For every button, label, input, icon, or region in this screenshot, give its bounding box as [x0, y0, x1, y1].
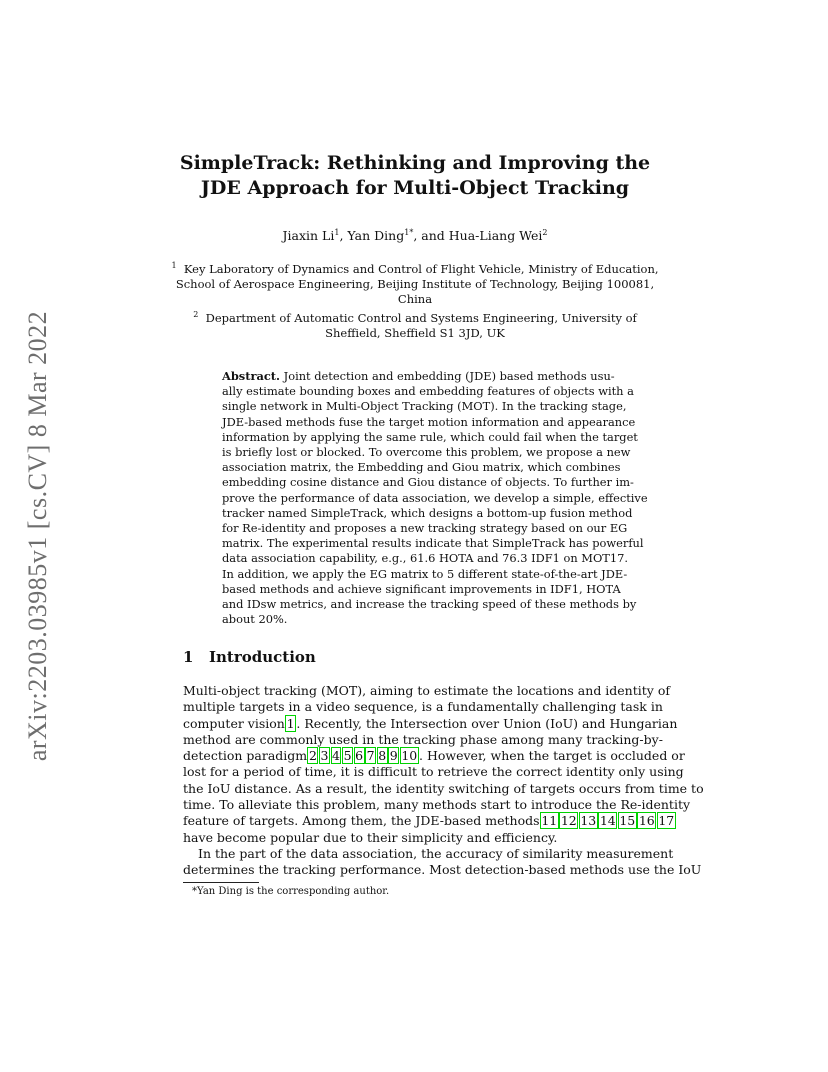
affiliation-1-line-1: $^1$ Key Laboratory of Dynamics and Control of Flight Vehicle, Ministry of Education, [171, 261, 659, 276]
abstract-line: In addition, we apply the EG matrix to 5 different state-of-the-art JDE- [222, 566, 628, 581]
body-line: determines the tracking performance. Most detection-based methods use the IoU [183, 862, 702, 878]
citation-link[interactable]: 4 [332, 748, 340, 764]
affiliation-1-mark: 1 [171, 261, 177, 270]
body-line: lost for a period of time, it is difficult to retrieve the correct identity only using [183, 764, 684, 780]
abstract-line: single network in Multi-Object Tracking (MOT). In the tracking stage, [222, 399, 627, 414]
abstract-line: is briefly lost or blocked. To overcome this problem, we propose a new [222, 445, 631, 460]
abstract-line: embedding cosine distance and Giou distance of objects. To further im- [222, 475, 634, 490]
footnote-rule [183, 882, 259, 883]
abstract-line: based methods and achieve significant improvements in IDF1, HOTA [222, 581, 621, 596]
body-line: method are commonly used in the tracking phase among many tracking-by- [183, 731, 663, 747]
body-line: time. To alleviate this problem, many methods start to introduce the Re-identity [183, 797, 691, 813]
citation-link[interactable]: 17 [658, 813, 675, 829]
abstract-line: for Re-identity and proposes a new tracking strategy based on our EG [222, 521, 628, 536]
body-line: computer vision 1 . Recently, the Intersection over Union (IoU) and Hungarian [183, 715, 678, 731]
citation-link[interactable]: 13 [580, 813, 597, 829]
citation-link[interactable]: 11 [541, 813, 558, 829]
title-line-1: SimpleTrack: Rethinking and Improving the [179, 152, 651, 174]
author-3-affil-mark: 2 [542, 227, 548, 237]
citation-link[interactable]: 1 [286, 715, 295, 731]
citation-link[interactable]: 14 [599, 813, 616, 829]
abstract-line: tracker named SimpleTrack, which designs a bottom-up fusion method [222, 505, 633, 520]
affiliation-2-line-1: $^2$ Department of Automatic Control and Systems Engineering, University of [193, 309, 637, 325]
affiliation-1-line-2: School of Aerospace Engineering, Beijing Institute of Technology, Beijing 100081, [175, 276, 655, 291]
author-separator: , [339, 228, 348, 243]
arxiv-identifier-stamp [18, 0, 58, 1072]
citation-link[interactable]: 10 [401, 748, 418, 764]
citation-group [540, 813, 677, 828]
abstract-line: prove the performance of data association, we develop a simple, effective [222, 490, 648, 505]
citation-link[interactable]: 3 [320, 748, 329, 764]
paper-title [150, 151, 680, 201]
body-line: In the part of the data association, the accuracy of similarity measurement [198, 845, 674, 861]
abstract-line: and IDsw metrics, and increase the tracking speed of these methods by [222, 597, 637, 612]
section-heading-introduction [183, 648, 316, 666]
abstract-label: Abstract. [222, 369, 281, 383]
abstract-line: about 20%. [222, 612, 288, 627]
affiliation-2-line-2: Sheffield, Sheffield S1 3JD, UK [325, 325, 505, 340]
citation-link[interactable]: 5 [343, 748, 352, 764]
body-line: multiple targets in a video sequence, is a fundamentally challenging task in [183, 699, 663, 715]
author-and: , and [413, 228, 449, 243]
abstract-line: association matrix, the Embedding and Giou matrix, which combines [222, 460, 621, 475]
citation-link[interactable]: 12 [560, 813, 577, 829]
abstract [222, 369, 648, 627]
author-3: Hua-Liang Wei [448, 228, 543, 243]
body-line: feature of targets. Among them, the JDE-based methods 11 12 13 14 15 16 17 [183, 813, 675, 829]
abstract-line: ally estimate bounding boxes and embedding features of objects with a [222, 384, 634, 399]
introduction-body [183, 683, 704, 879]
author-2-affil-mark: 1* [404, 227, 414, 237]
abstract-line: JDE-based methods fuse the target motion information and appearance [222, 414, 636, 429]
section-number: 1 [183, 648, 194, 666]
author-list [150, 228, 680, 243]
body-line: detection paradigm 2 3 4 5 6 7 8 9 10 . However, when the target is occluded or [183, 748, 685, 764]
arxiv-id-text: arXiv:2203.03985v1 [cs.CV] 8 Mar 2022 [23, 310, 52, 762]
footnote: *Yan Ding is the corresponding author. [192, 886, 390, 897]
abstract-line: information by applying the same rule, which could fail when the target [222, 429, 638, 444]
abstract-line: data association capability, e.g., 61.6 HOTA and 76.3 IDF1 on MOT17. [222, 551, 629, 566]
affiliation-2-mark: 2 [193, 309, 199, 319]
abstract-line: Abstract. Joint detection and embedding (JDE) based methods usu- [222, 369, 615, 383]
affiliation-1-line-3: China [397, 291, 433, 306]
citation-link[interactable]: 9 [389, 748, 398, 764]
citation-link[interactable]: 16 [638, 813, 655, 829]
citation-link[interactable]: 8 [378, 748, 387, 764]
citation-link[interactable]: 15 [619, 813, 636, 829]
title-line-2: JDE Approach for Multi-Object Tracking [200, 177, 630, 199]
author-1: Jiaxin Li [282, 228, 335, 243]
affiliations [160, 258, 670, 341]
body-line: have become popular due to their simplicity and efficiency. [183, 829, 558, 845]
author-1-affil-mark: 1 [334, 227, 340, 237]
citation-link[interactable]: 7 [366, 748, 375, 764]
citation-link[interactable]: 2 [308, 748, 317, 764]
abstract-line: matrix. The experimental results indicate that SimpleTrack has powerful [222, 536, 644, 551]
citation-link[interactable]: 6 [355, 748, 364, 764]
citation-group [307, 748, 419, 763]
body-line: the IoU distance. As a result, the identity switching of targets occurs from time to [183, 780, 704, 796]
author-2: Yan Ding [347, 228, 405, 243]
section-title: Introduction [209, 648, 316, 666]
body-line: Multi-object tracking (MOT), aiming to estimate the locations and identity of [183, 683, 670, 698]
